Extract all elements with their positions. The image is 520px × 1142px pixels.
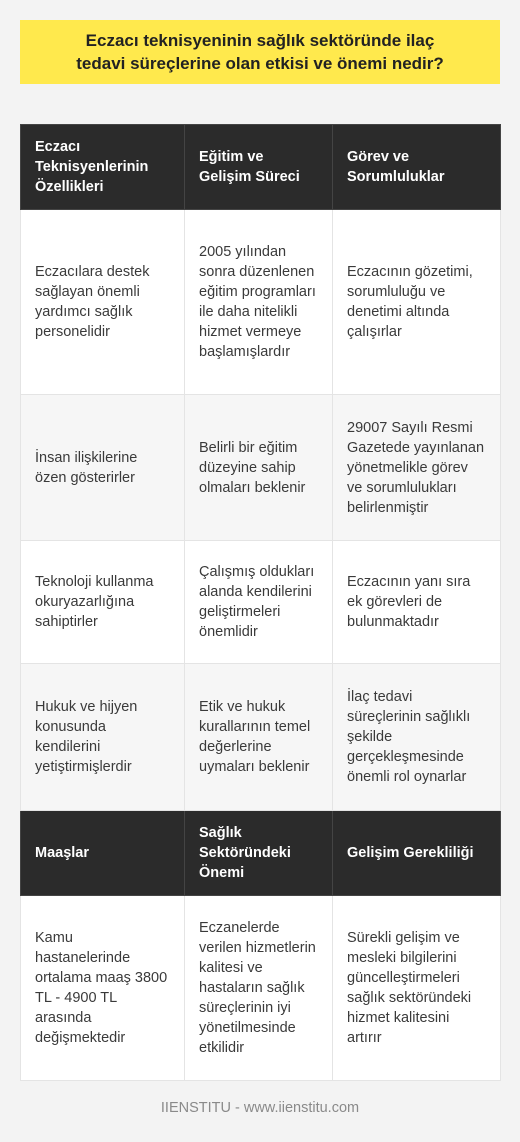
- table-header-row: [21, 811, 501, 896]
- table-row: [21, 395, 501, 541]
- table-cell: Eczacılara destek sağlayan önemli yardımcı sağlık personelidir: [21, 210, 185, 395]
- table-cell: İnsan ilişkilerine özen gösterirler: [21, 395, 185, 541]
- table-cell: Çalışmış oldukları alanda kendilerini geliştirmeleri önemlidir: [185, 541, 333, 664]
- page-title: Eczacı teknisyeninin sağlık sektöründe ilaç tedavi süreçlerine olan etkisi ve önemi nedir?: [20, 20, 500, 84]
- table-cell: Eczacının gözetimi, sorumluluğu ve denetimi altında çalışırlar: [333, 210, 501, 395]
- table-cell: Hukuk ve hijyen konusunda kendilerini yetiştirmişlerdir: [21, 664, 185, 811]
- footer-credit: IIENSTITU - www.iienstitu.com: [160, 1100, 360, 1116]
- table-cell: Belirli bir eğitim düzeyine sahip olmaları beklenir: [185, 395, 333, 541]
- table-cell: 2005 yılından sonra düzenlenen eğitim programları ile daha nitelikli hizmet vermeye başlamışlardır: [185, 210, 333, 395]
- table-row: [21, 896, 501, 1081]
- table-header-row: [21, 125, 501, 210]
- info-table: [20, 124, 501, 1081]
- header-cell: Eğitim ve Gelişim Süreci: [185, 125, 333, 210]
- table-row: [21, 664, 501, 811]
- table-cell: Teknoloji kullanma okuryazarlığına sahiptirler: [21, 541, 185, 664]
- table-row: [21, 210, 501, 395]
- header-cell: Görev ve Sorumluluklar: [333, 125, 501, 210]
- header-cell: Gelişim Gerekliliği: [333, 811, 501, 896]
- header-cell: Eczacı Teknisyenlerinin Özellikleri: [21, 125, 185, 210]
- table-cell: Etik ve hukuk kurallarının temel değerlerine uymaları beklenir: [185, 664, 333, 811]
- header-cell: Sağlık Sektöründeki Önemi: [185, 811, 333, 896]
- table-row: [21, 541, 501, 664]
- table-cell: İlaç tedavi süreçlerinin sağlıklı şekilde gerçekleşmesinde önemli rol oynarlar: [333, 664, 501, 811]
- table-cell: Eczacının yanı sıra ek görevleri de bulunmaktadır: [333, 541, 501, 664]
- table-cell: Kamu hastanelerinde ortalama maaş 3800 TL - 4900 TL arasında değişmektedir: [21, 896, 185, 1081]
- table-cell: Sürekli gelişim ve mesleki bilgilerini güncelleştirmeleri sağlık sektöründeki hizmet kalitesini artırır: [333, 896, 501, 1081]
- table-cell: Eczanelerde verilen hizmetlerin kalitesi ve hastaların sağlık süreçlerinin iyi yönetilmesinde etkilidir: [185, 896, 333, 1081]
- table-cell: 29007 Sayılı Resmi Gazetede yayınlanan yönetmelikle görev ve sorumlulukları belirlenmiştir: [333, 395, 501, 541]
- header-cell: Maaşlar: [21, 811, 185, 896]
